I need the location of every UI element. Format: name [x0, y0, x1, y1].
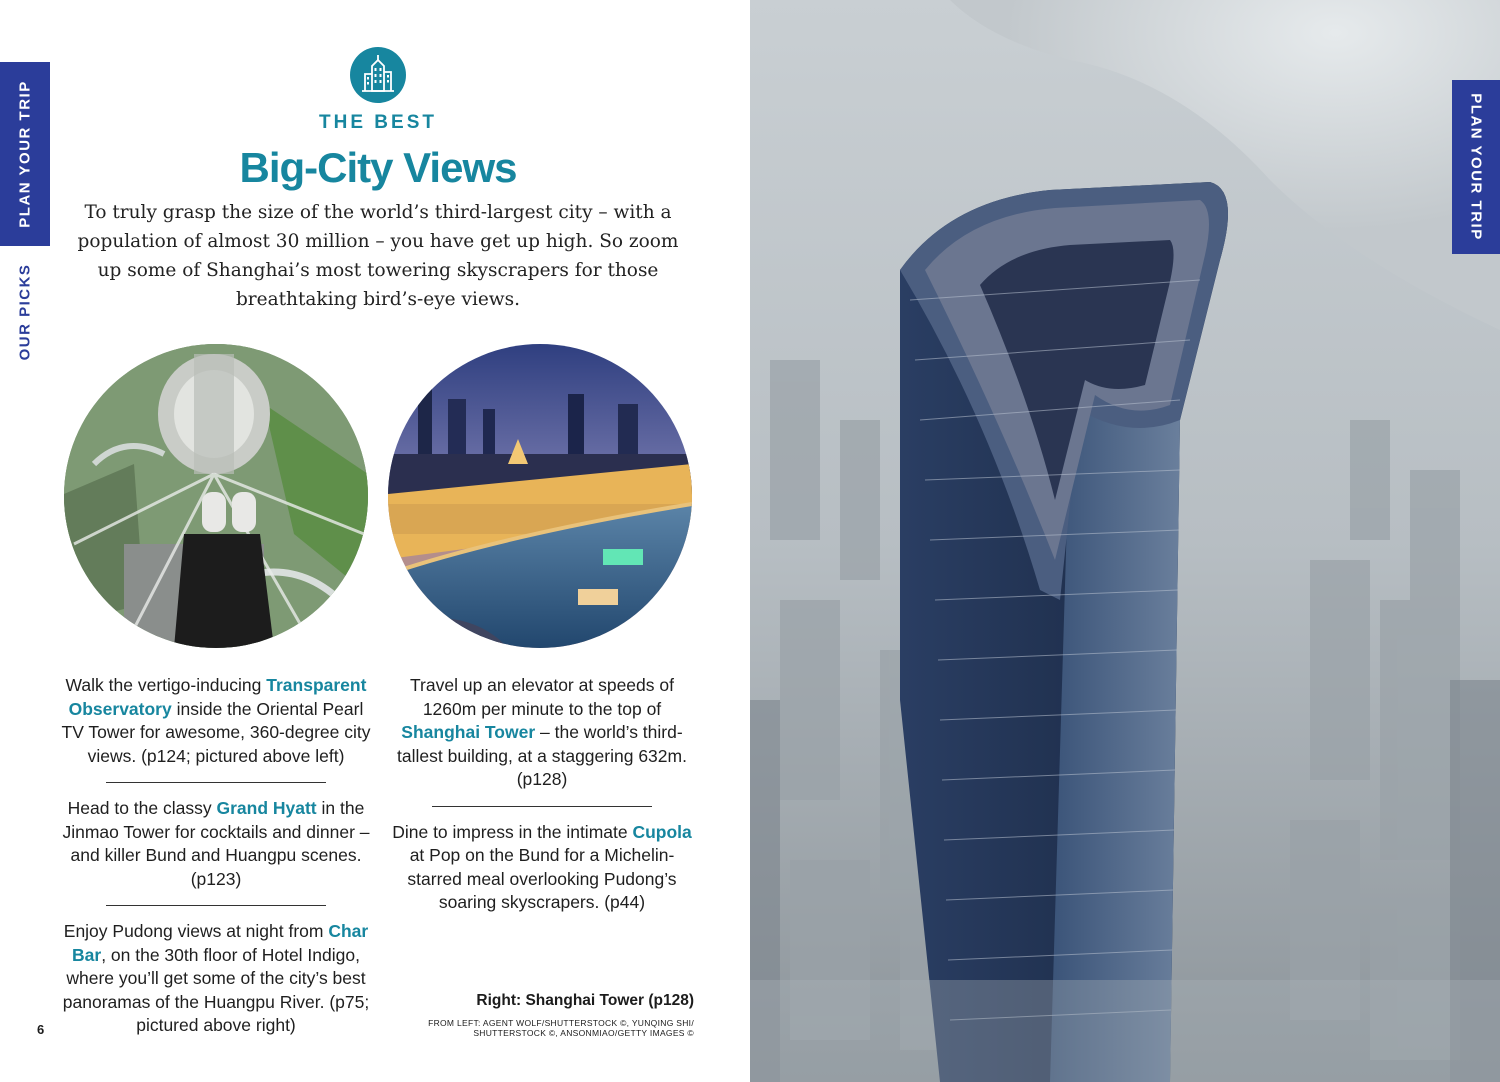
- divider: [106, 782, 326, 783]
- venue-link: Transparent Observatory: [68, 675, 367, 719]
- section-kicker: THE BEST: [319, 112, 437, 133]
- intro-paragraph: To truly grasp the size of the world’s third-largest city – with a population of almost 30 million – you have get up high. So zoom up some of Shanghai’s most towering skyscrapers for those breathtaking bird’s-eye views.: [77, 202, 679, 310]
- divider: [106, 905, 326, 906]
- observatory-photo: [64, 344, 368, 648]
- divider: [432, 806, 652, 807]
- pick-char-bar: Enjoy Pudong views at night from Char Bar, on the 30th floor of Hotel Indigo, where you’ll get some of the city’s best panoramas of the Huangpu River. (p75; pictured above right): [62, 921, 370, 1035]
- pick-transparent-observatory: Walk the vertigo-inducing Transparent Observatory inside the Oriental Pearl TV Tower for awesome, 360-degree city views. (p124; pictured above left): [61, 675, 371, 766]
- pick-grand-hyatt: Head to the classy Grand Hyatt in the Jinmao Tower for cocktails and dinner – and killer Bund and Huangpu scenes. (p123): [62, 798, 370, 889]
- photo-caption: Right: Shanghai Tower (p128): [476, 992, 694, 1009]
- left-text-column: [60, 674, 372, 1038]
- our-picks-tab-label: OUR PICKS: [16, 263, 34, 361]
- plan-your-trip-tab-right: [1452, 80, 1500, 254]
- skyscraper-icon: [350, 47, 406, 103]
- pick-shanghai-tower: Travel up an elevator at speeds of 1260m per minute to the top of Shanghai Tower – the world’s third-tallest building, at a staggering 632m. (p128): [397, 675, 687, 789]
- venue-link: Char Bar: [72, 921, 369, 965]
- page-title: Big-City Views: [239, 144, 517, 191]
- photo-credits: FROM LEFT: AGENT WOLF/SHUTTERSTOCK ©, YUNQING SHI/ SHUTTERSTOCK ©, ANSONMIAO/GETTY IMAGES ©: [428, 1018, 694, 1038]
- shanghai-tower-photo: [750, 0, 1500, 1082]
- photo-caption-block: [394, 992, 694, 1038]
- page-number: 6: [37, 1022, 45, 1037]
- venue-link: Grand Hyatt: [216, 798, 317, 818]
- plan-your-trip-tab: [0, 62, 50, 246]
- venue-link: Shanghai Tower: [401, 722, 536, 742]
- our-picks-tab: [0, 252, 50, 372]
- venue-link: Cupola: [632, 821, 692, 842]
- plan-your-trip-tab-right-label: PLAN YOUR TRIP: [1467, 93, 1485, 241]
- right-text-column: [388, 674, 696, 915]
- plan-your-trip-tab-label: PLAN YOUR TRIP: [16, 80, 34, 228]
- pick-cupola: Dine to impress in the intimate Cupola at Pop on the Bund for a Michelin-starred meal overlooking Pudong’s soaring skyscrapers. (p44): [392, 821, 692, 912]
- bund-night-photo: [388, 344, 692, 648]
